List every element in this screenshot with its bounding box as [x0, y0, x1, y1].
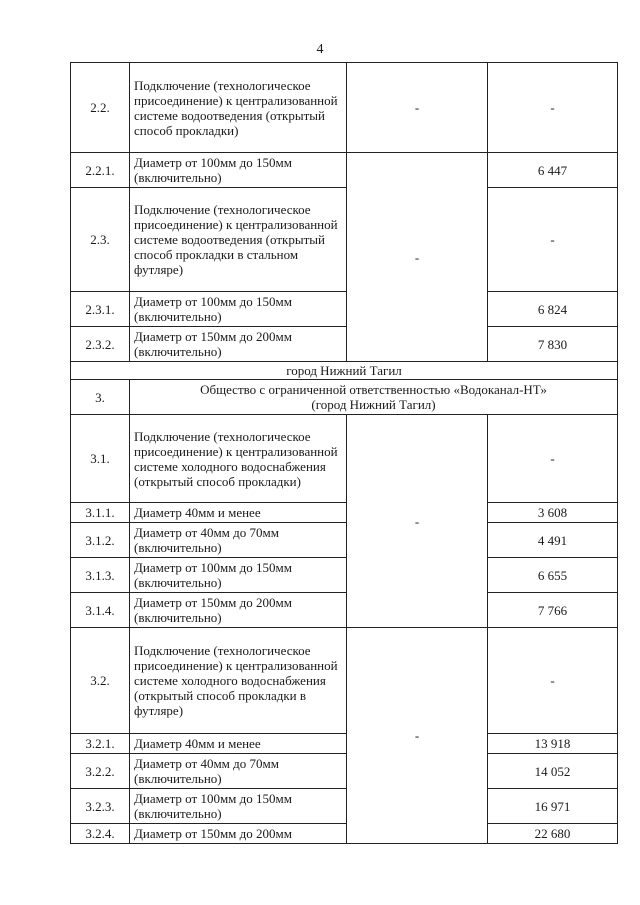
row-number: 2.2.1. — [71, 153, 130, 188]
row-number: 3.2.1. — [71, 734, 130, 754]
table-row — [71, 153, 618, 188]
tariff-table — [70, 62, 618, 844]
row-value: - — [488, 63, 618, 153]
row-number: 3.1. — [71, 415, 130, 503]
table-row — [71, 327, 618, 362]
row-description: Диаметр от 150мм до 200мм — [130, 824, 347, 844]
row-description: Диаметр от 100мм до 150мм (включительно) — [130, 789, 347, 824]
table-row — [71, 558, 618, 593]
row-value: 13 918 — [488, 734, 618, 754]
table-row — [71, 734, 618, 754]
org-name — [130, 380, 618, 415]
row-description: Подключение (технологическое присоединение) к централизованной системе холодного водоснабжения (открытый способ прокладки) — [130, 415, 347, 503]
row-value: - — [488, 188, 618, 292]
table-row — [71, 503, 618, 523]
row-value: 6 655 — [488, 558, 618, 593]
row-value: 6 447 — [488, 153, 618, 188]
row-description: Диаметр от 40мм до 70мм (включительно) — [130, 754, 347, 789]
row-number: 3.2. — [71, 628, 130, 734]
org-row — [71, 380, 618, 415]
row-value: 7 830 — [488, 327, 618, 362]
table-row — [71, 292, 618, 327]
row-value: 16 971 — [488, 789, 618, 824]
row-value: - — [488, 415, 618, 503]
row-dash: - — [347, 628, 488, 844]
row-value: 6 824 — [488, 292, 618, 327]
row-description: Диаметр от 100мм до 150мм (включительно) — [130, 558, 347, 593]
row-number: 3.2.3. — [71, 789, 130, 824]
row-value: 3 608 — [488, 503, 618, 523]
row-value: - — [488, 628, 618, 734]
row-description: Подключение (технологическое присоединение) к централизованной системе водоотведения (открытый способ прокладки в стальном футляре) — [130, 188, 347, 292]
row-number: 3.1.2. — [71, 523, 130, 558]
row-description: Диаметр от 100мм до 150мм (включительно) — [130, 153, 347, 188]
row-number: 2.3. — [71, 188, 130, 292]
row-number: 3.2.4. — [71, 824, 130, 844]
org-number: 3. — [71, 380, 130, 415]
row-value: 7 766 — [488, 593, 618, 628]
row-value: 14 052 — [488, 754, 618, 789]
city-heading: город Нижний Тагил — [71, 362, 618, 380]
row-value: 22 680 — [488, 824, 618, 844]
table-row — [71, 628, 618, 734]
row-number: 3.1.4. — [71, 593, 130, 628]
row-number: 2.2. — [71, 63, 130, 153]
row-dash: - — [347, 63, 488, 153]
row-dash: - — [347, 153, 488, 362]
row-description: Диаметр от 150мм до 200мм (включительно) — [130, 593, 347, 628]
table-row — [71, 415, 618, 503]
row-description: Диаметр 40мм и менее — [130, 503, 347, 523]
table-row — [71, 789, 618, 824]
row-number: 3.1.1. — [71, 503, 130, 523]
city-heading-row — [71, 362, 618, 380]
table-row — [71, 523, 618, 558]
row-description: Диаметр от 100мм до 150мм (включительно) — [130, 292, 347, 327]
row-description: Диаметр от 40мм до 70мм (включительно) — [130, 523, 347, 558]
row-number: 3.1.3. — [71, 558, 130, 593]
row-description: Диаметр 40мм и менее — [130, 734, 347, 754]
table-row — [71, 188, 618, 292]
table-row — [71, 593, 618, 628]
row-number: 2.3.1. — [71, 292, 130, 327]
table-row — [71, 63, 618, 153]
row-dash: - — [347, 415, 488, 628]
row-description: Подключение (технологическое присоединение) к централизованной системе холодного водоснабжения (открытый способ прокладки в футляре) — [130, 628, 347, 734]
row-description: Подключение (технологическое присоединение) к централизованной системе водоотведения (открытый способ прокладки) — [130, 63, 347, 153]
org-name-line2: (город Нижний Тагил) — [311, 397, 436, 412]
row-description: Диаметр от 150мм до 200мм (включительно) — [130, 327, 347, 362]
row-number: 3.2.2. — [71, 754, 130, 789]
row-number: 2.3.2. — [71, 327, 130, 362]
page-number: 4 — [316, 42, 324, 57]
org-name-line1: Общество с ограниченной ответственностью «Водоканал-НТ» — [200, 382, 547, 397]
row-value: 4 491 — [488, 523, 618, 558]
table-row — [71, 754, 618, 789]
table-row — [71, 824, 618, 844]
